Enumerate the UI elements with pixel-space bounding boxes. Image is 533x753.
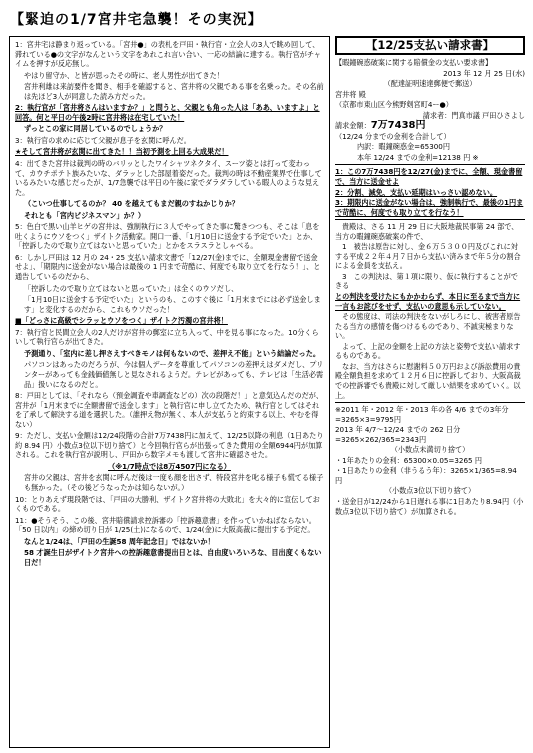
demand-item: 2：分割、減免、支払い延期はいっさい認めない。 — [335, 187, 498, 197]
calculation-line: ※2011 年・2012 年・2013 年の各 4/6 までの3年分=3265×3=9795円 — [335, 405, 509, 424]
report-item: 7：執行官と民間立会人の2人だけが宮井の郵室に立ち入って、中を見る事になった。10分くらいして執行官らが出てきた。 — [15, 327, 319, 347]
report-item: 11：●そうそう、この後、宮井賠償請求控訴審の「控訴趣意書」を作っていかねばならない。「50 日以内」の締め切り日が 1/25(土)になるので、1/24(金)に大阪高裁に提出する予定だ。 — [15, 515, 316, 535]
report-item: パソコンはあったのだろうが、今は個人データを尊重してパソコンの差押えはダメだし、プリンターがあっても金銭価値無しと見なされるようだ。テレビがあっても、テレビは「生活必需品」扱いになるのだと。 — [24, 360, 324, 389]
report-item: なんと1/24は、「戸田の生誕58 周年記念日」ではないか！ — [24, 536, 215, 546]
demand-item: 3：期限内に送金がない場合は、強制執行で、最後の1円まで苛酷に、何度でも取り立てを行なう！ — [335, 198, 524, 217]
divider — [335, 164, 525, 165]
amount-note: （12/24 分までの金利を合計して） — [335, 131, 451, 141]
report-column — [9, 36, 330, 748]
amount-value: 7万7438円 — [370, 120, 426, 132]
body-paragraph: 1 被告は原告に対し、金６万５３００円及びこれに対する平成２２年４月７日から支払い済みまで年５分の割合による金員を支払え。 — [335, 242, 521, 271]
divider — [335, 402, 525, 403]
report-item: やはり留守か、と皆が思ったその時に、老人男性が出てきた！ — [24, 70, 224, 80]
calculation-line: （小数点3位以下切り捨て） — [384, 486, 476, 496]
amount-line — [335, 121, 525, 131]
report-item: 「控訴したので取り立てはないと思っていた」は全くのウソだし、 — [24, 283, 239, 293]
calculation-line: （小数点未満切り捨て） — [390, 445, 470, 455]
report-item: 58 才誕生日がザイトク宮井への控訴趣意書提出日とは、自由度いろいろな、目出度くもない日だ！ — [24, 548, 322, 567]
body-paragraph: との判決を受けたにもかかわらず、本日に至るまで当方に一言もお詫びをせず、支払いの意思も示していない。 — [335, 292, 521, 311]
report-item: 5：色白で黒い山羊ヒゲの宮井は、強制執行に３人でやってきた事に驚きつつも、そこは「息を吐くようにウソをつく」ザイトク活動家。開口一番、「1月10日に送金する予定でいた」とか、「控訴したので取り立てはないと思っていた」とかをスラスラとしゃべる。 — [15, 222, 320, 251]
report-item: 9：ただし、支払い金額は12/24段階の合計7万7438円に加えて、12/25以降の利息（1日あたり約 8.94 円）小数点3位以下切り捨て）と今回執行官らが出張ってきた費用の全額6944円が加算される。これを執行官が説明し、戸田から数字メモも渡して宮井に確認させた。 — [15, 431, 324, 460]
report-item: 10：とりあえず現段階では、「戸田の大勝利、ザイトク宮井将の大敗北」を大々的に宣伝しておくものである。 — [15, 494, 320, 514]
addressee-address: （京都市東山区今熊野剣宮町4ー●） — [335, 100, 453, 110]
report-item: 「1月10日に送金する予定でいた」というのも、このすぐ後に「1月末までには必ず送金します」と変化するのだから、これもウソだった！ — [24, 295, 321, 314]
report-item: 2：執行官が「宮井将さんはいますか？」と問うと、父親とも角った人は「ああ、いますよ」と回答。何と平日の午後2時に宮井将は在宅していた！ — [15, 103, 320, 122]
report-item: それとも「宮内ビジネスマン」か？） — [24, 210, 146, 220]
delivery-note: （配達証明速達郵便で郵送） — [383, 79, 477, 89]
breakdown-interest: 本年 12/24 までの金利=12138 円 ※ — [357, 152, 479, 162]
report-item: 8：戸田としては、「それなら（預金調査や車調査などの）次の段階だ！」と意気込んだのだが、宮井が「1月末までに全額書留で送金します」と執行官に申し立てたため、執行官としてはそれを了承して解決する道を選択した。（誰押え物が無く、本人が支払うと約束する以上、やむを得ない） — [15, 391, 324, 429]
body-paragraph: なお、当方はさらに慰謝料５０万円および訴訟費用の貴殿全額負担を求めて１２月６日に控訴しており、大阪高裁での控訴審でも貴殿に対して厳しい結果を求めていく。以上。 — [335, 361, 521, 400]
demand-list — [335, 167, 525, 217]
interest-calculation — [335, 405, 525, 516]
document-date: 2013 年 12 月 25 日(水) — [443, 68, 525, 78]
demand-item: 1：この7万7438円を12/27(金)までに、全額、現金書留で、当方に送金せよ — [335, 167, 523, 187]
amount-label: 請求金額： — [335, 121, 371, 131]
report-item: ■「どっさに高級でシラッとウソをつく」ザイトク汚濁の宮井将！ — [15, 316, 228, 326]
page-title: 【緊迫の1/7宮井宅急襲！その実況】 — [10, 12, 263, 28]
body-paragraph: その態度は、司法の判決をないがしろにし、被害者原告たる当方の感情を傷つけるものであり、不誠実極まりない。 — [335, 312, 521, 341]
payment-demand-title: 【12/25支払い請求書】 — [335, 36, 525, 55]
breakdown-principal: 内訳：暇鐘碗惑金=65300円 — [357, 142, 450, 152]
calculation-line: 2013 年 4/7〜12/24 までの 262 日分=3265×262/365=2343円 — [335, 425, 461, 444]
calculation-line: ・1日あたりの金利（非うるう年）：3265×1/365=8.94 円 — [335, 466, 517, 485]
addressee-name: 宮井将 殿 — [335, 89, 366, 99]
report-item: （※1/7時点では8万4507円になる） — [108, 461, 231, 471]
report-item: 宮井利雄は来訪要件を聞き、相手を確認すると、宮井将の父親である事を名乗った。その名前は先ほど3人が同意した読み方だった。 — [24, 82, 324, 101]
report-item: 宮井の父親は、宮井を玄関に呼んだ後は一度も顔を出さず、特段宮井を叱る様子も慌てる様子も無かった。（その後どうなったかは知らないが。） — [24, 473, 324, 492]
demand-body — [335, 222, 525, 400]
divider — [335, 219, 525, 220]
calculation-line: ・送金日が12/24から1日遅れる事に1日あたり8.94円（小数点3位以下切り捨て）が加算される。 — [335, 496, 524, 516]
body-paragraph: 貴殿は、さる 11 月 29 日に大阪地裁民事第 24 部で、当方の暇鐘碗惑破案の件で、 — [335, 222, 519, 241]
report-item: （こいつ仕事してるのか？ 40 を越えてもまだ親のすねかじりか？ — [24, 199, 239, 209]
report-item: 予測通り、「室内に差し押さえすべきモノは何もないので、差押え不能」という結論だった。 — [24, 348, 320, 358]
report-item: 3：執行官の求めに応じて父親が息子を玄関に呼んだ。 — [15, 135, 191, 145]
body-paragraph: 3 この判決は、第１項に限り、仮に執行することができる — [335, 271, 518, 291]
calculation-line: ・1年あたりの金利：65300×0.05=3265 円 — [335, 455, 482, 465]
document-heading: 【暇鐘碗惑破案に関する賠償金の支払い要求書】 — [335, 58, 493, 67]
report-item: ★そして宮井将が玄関に出てきた！！当初予測を上回る大成果だ！ — [15, 147, 229, 157]
report-item: 1：宮井宅は静まり返っている。「宮井●」の表札を戸田・執行官・立会人の3人で眺め回して、滞れている●の文字がなんという文字をあれこれ言い合い、一応の結論に達する。執行官がチャイムを押すが反応無し。 — [15, 40, 321, 69]
report-item: 4：出てきた宮井は裁判の時のバリッとしたワイシャツネクタイ、スーツ姿とは打って変わって、カウチポテト族みたいな、ダラッとした部屋着姿だった。裁判の時は不動産業界で仕事しているみたいな感じだったが、1/7急襲では平日の午後に家でダラダラしている暇人のような見えた。 — [15, 159, 322, 197]
requester: 請求者：門真市議 戸田ひさよし — [422, 110, 525, 120]
body-paragraph: よって、上記の金額を上記の方法と姿勢で支払い請求するものである。 — [335, 341, 521, 361]
payment-demand-column — [335, 36, 525, 748]
report-item: 6：しかし戸田は 12 月の 24・25 支払い請求文書で「12/27(金)までに、全額現金書留で送金せよ」、「期限内に送金がない場合は最後の 1 円まで苛酷に、何度でも取り立てを行なう！」、と通告しているのだから、 — [15, 252, 321, 282]
report-item: ずっとこの家に同居しているのでしょうか？ — [24, 124, 167, 134]
